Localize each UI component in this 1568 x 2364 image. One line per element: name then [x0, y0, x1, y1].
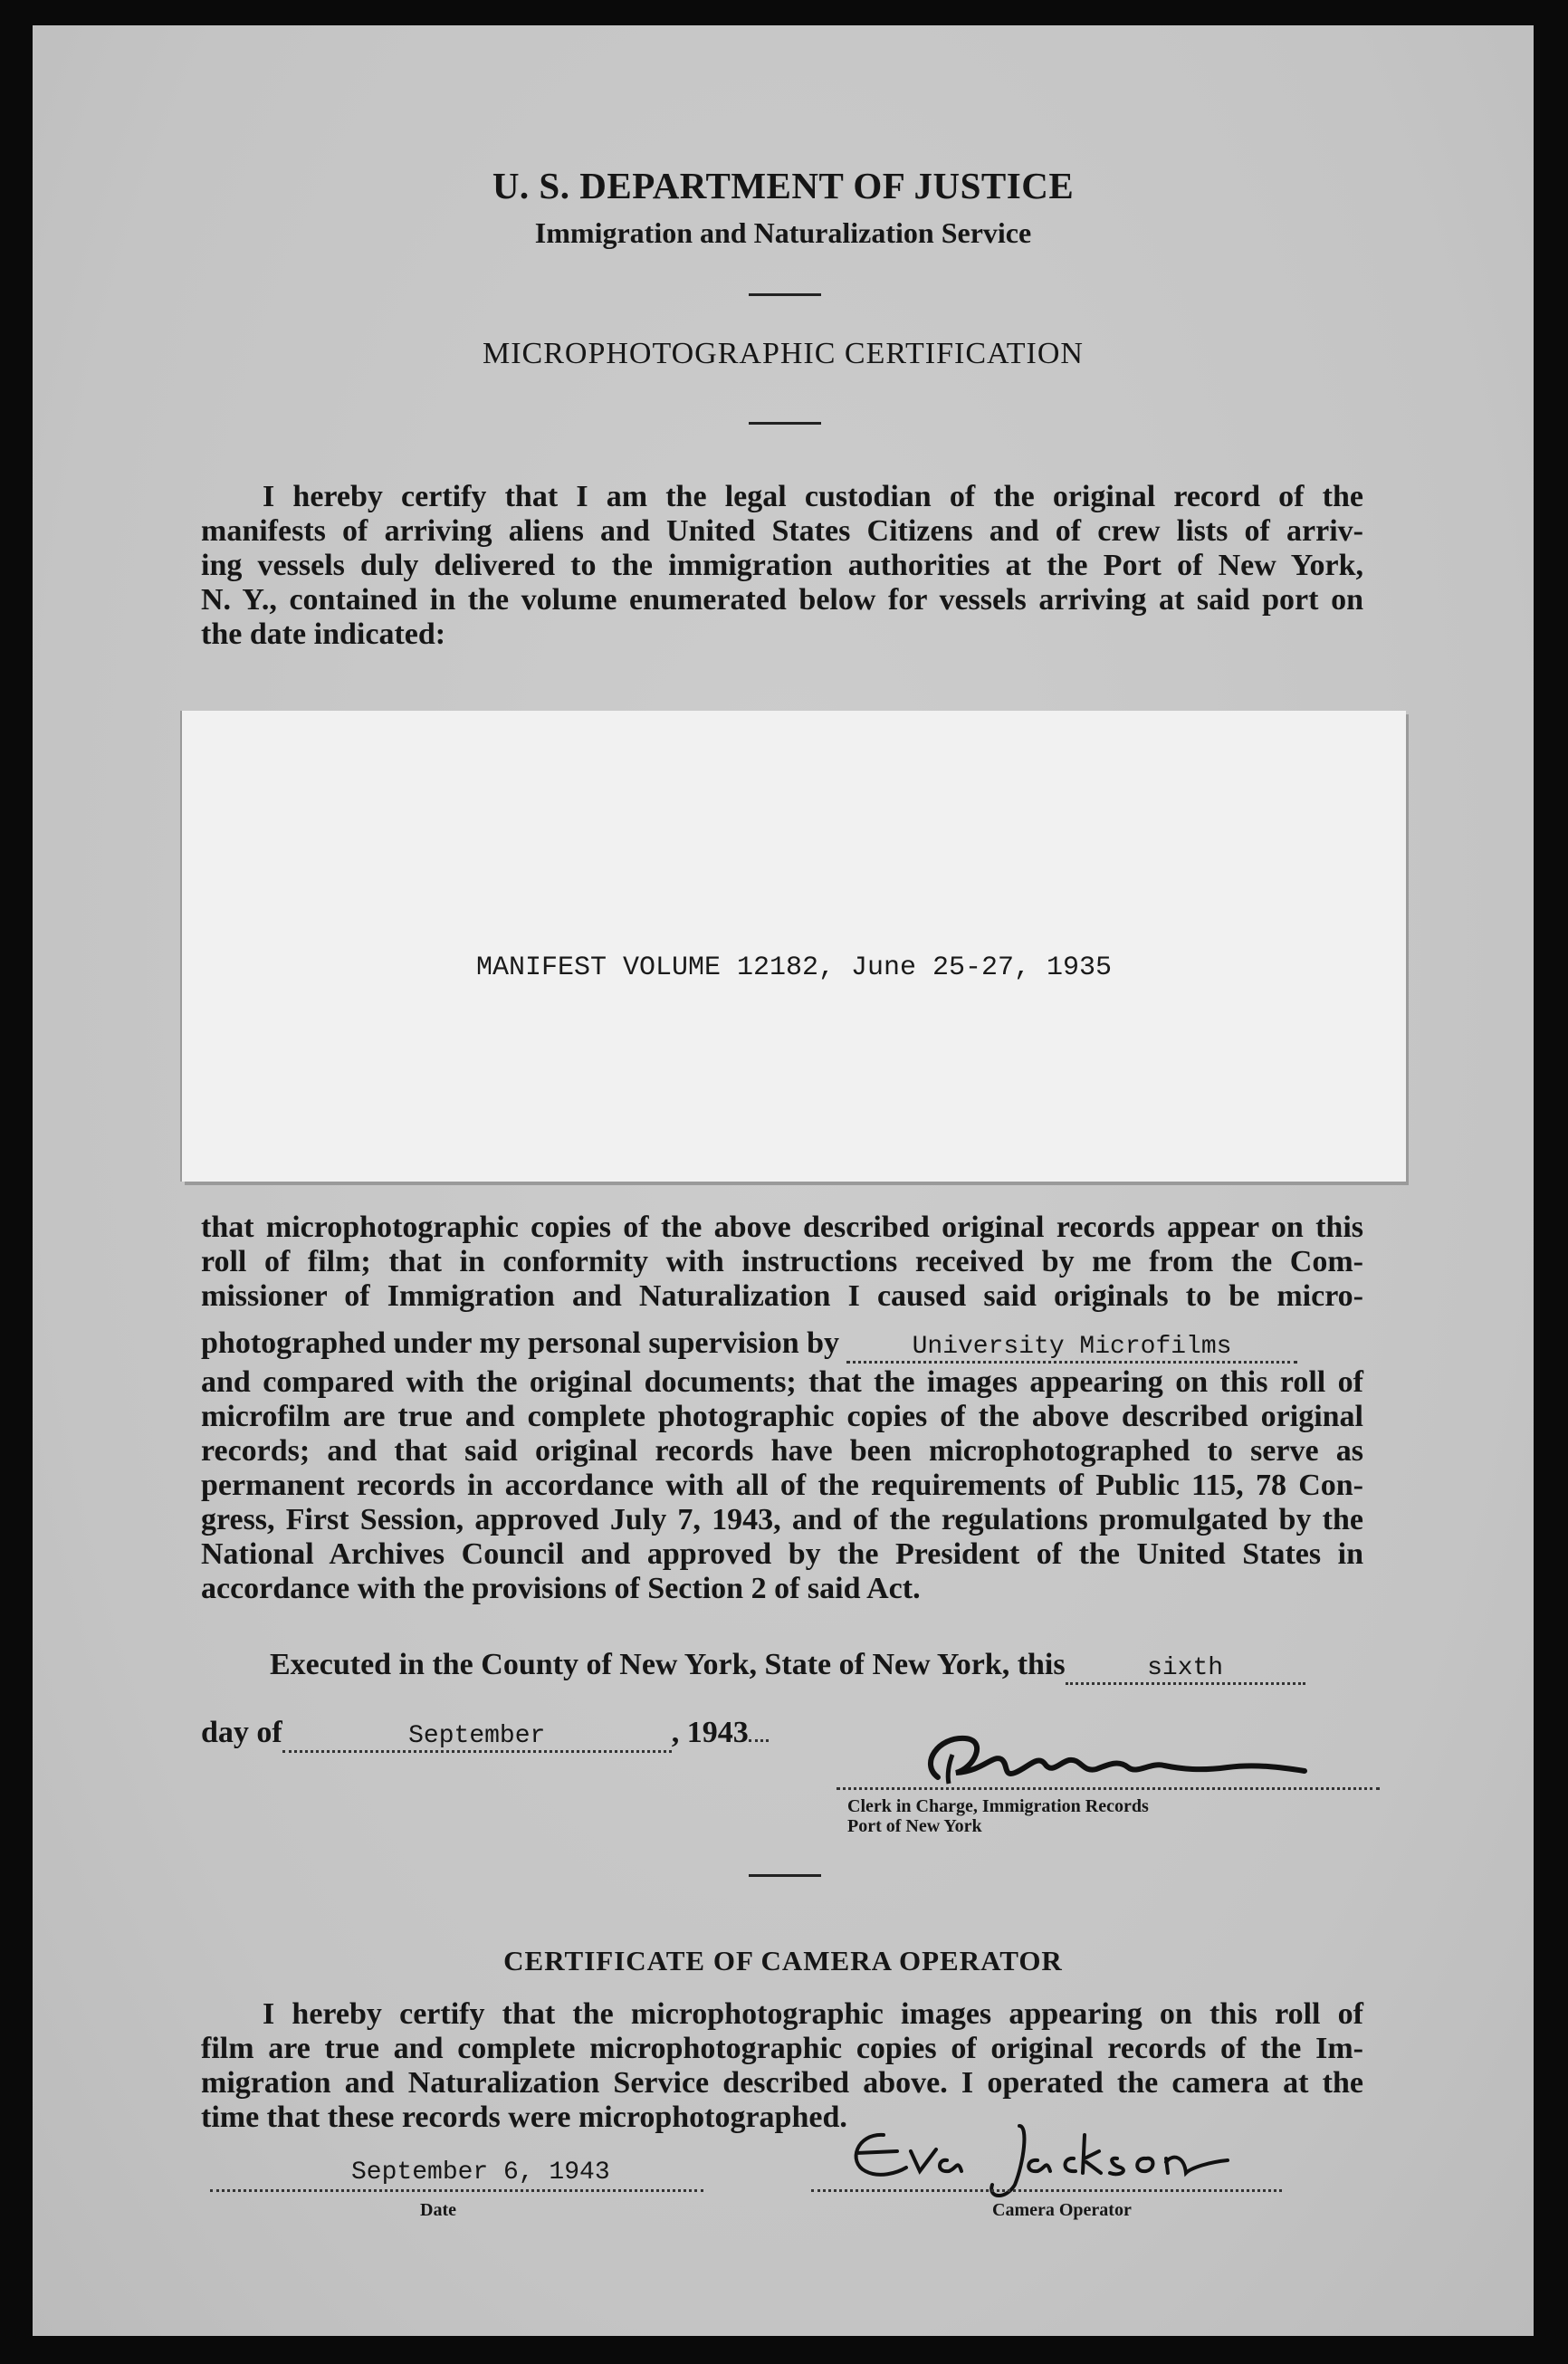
year-text: , 1943: [671, 1716, 749, 1749]
text-line: the date indicated:: [201, 617, 446, 651]
text-line: gress, First Session, approved July 7, 1943, and of the regulations promulgated by the: [201, 1503, 1363, 1536]
executed-line: [270, 1648, 1305, 1685]
department-heading: U. S. DEPARTMENT OF JUSTICE: [492, 165, 1075, 206]
text-line: missioner of Immigration and Naturalization I caused said originals to be micro-: [201, 1279, 1363, 1313]
text-line: manifests of arriving aliens and United States Citizens and of crew lists of arriv-: [201, 514, 1363, 548]
text-line: microfilm are true and complete photographic copies of the above described original: [201, 1400, 1363, 1433]
executed-prefix: Executed in the County of New York, State of New York, this: [270, 1648, 1066, 1681]
clerk-signature-line: [837, 1787, 1380, 1790]
text-line: migration and Naturalization Service described above. I operated the camera at the: [201, 2066, 1363, 2100]
operator-signature-line: [811, 2189, 1282, 2192]
text-line: National Archives Council and approved by the President of the United States in: [201, 1537, 1363, 1571]
certificate-page: [33, 25, 1534, 2336]
divider: [749, 1874, 821, 1877]
month-value: September: [408, 1722, 546, 1750]
camera-operator-label: Camera Operator: [992, 2200, 1132, 2220]
body-paragraph-a: [201, 1211, 1363, 1314]
supervision-field: [846, 1326, 1297, 1364]
divider: [749, 293, 821, 296]
text-line: N. Y., contained in the volume enumerated below for vessels arriving at said port on: [201, 583, 1363, 617]
day-value: sixth: [1147, 1654, 1224, 1682]
clerk-title-line: Port of New York: [847, 1816, 982, 1836]
supervision-value: University Microfilms: [912, 1333, 1232, 1361]
manifest-slip: [182, 711, 1406, 1182]
supervision-line: [201, 1326, 1363, 1364]
text-line: ing vessels duly delivered to the immigration authorities at the Port of New York,: [201, 549, 1363, 582]
camera-date-value: September 6, 1943: [351, 2158, 610, 2187]
text-line: roll of film; that in conformity with instructions received by me from the Com-: [201, 1245, 1363, 1278]
camera-certificate-heading: CERTIFICATE OF CAMERA OPERATOR: [503, 1945, 1063, 1976]
text-line: and compared with the original documents; that the images appearing on this roll of: [201, 1365, 1363, 1399]
service-subheading: Immigration and Naturalization Service: [534, 216, 1032, 249]
camera-date-label: Date: [420, 2200, 456, 2220]
intro-paragraph: [201, 480, 1363, 652]
text-line: time that these records were microphotographed.: [201, 2101, 847, 2134]
certification-title: MICROPHOTOGRAPHIC CERTIFICATION: [482, 337, 1084, 370]
clerk-title-line: Clerk in Charge, Immigration Records: [847, 1796, 1149, 1816]
month-field: [282, 1716, 672, 1753]
clerk-title: [847, 1796, 1149, 1836]
manifest-label: MANIFEST VOLUME 12182, June 25-27, 1935: [475, 952, 1113, 983]
date-signature-line: [210, 2189, 703, 2192]
day-of-label: day of: [201, 1716, 282, 1749]
year-dots: [749, 1739, 769, 1742]
text-line: permanent records in accordance with all of the requirements of Public 115, 78 Con-: [201, 1469, 1363, 1502]
supervision-prefix: photographed under my personal supervision by: [201, 1326, 840, 1360]
divider: [749, 422, 821, 425]
text-line: that microphotographic copies of the above described original records appear on this: [201, 1211, 1363, 1244]
text-line: I hereby certify that the microphotographic images appearing on this roll of: [263, 1997, 1363, 2031]
day-field: [1066, 1648, 1305, 1685]
text-line: I hereby certify that I am the legal custodian of the original record of the: [263, 480, 1363, 513]
body-paragraph-b: [201, 1365, 1363, 1606]
operator-signature: [829, 2108, 1264, 2207]
text-line: accordance with the provisions of Section 2 of said Act.: [201, 1572, 921, 1605]
text-line: film are true and complete microphotographic copies of original records of the Im-: [201, 2032, 1363, 2065]
date-line: [201, 1716, 769, 1753]
text-line: records; and that said original records have been microphotographed to serve as: [201, 1434, 1363, 1468]
